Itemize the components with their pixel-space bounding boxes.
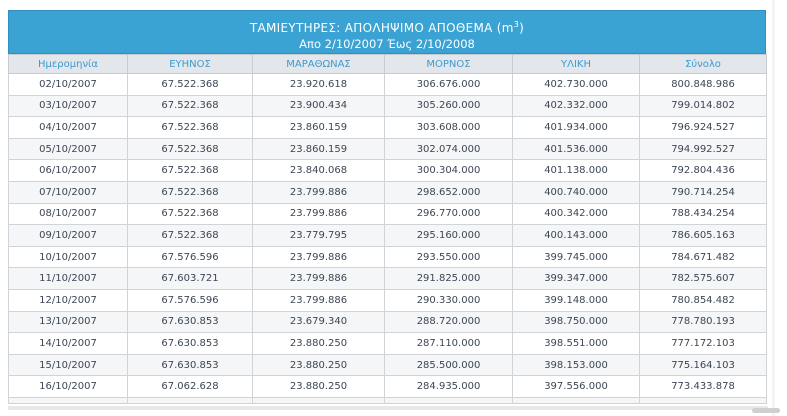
table-body — [9, 74, 767, 404]
table-row — [9, 289, 767, 311]
value-cell: 67.522.368 — [128, 181, 253, 203]
value-cell: 800.848.986 — [640, 74, 767, 96]
value-cell: 399.347.000 — [513, 268, 640, 290]
value-cell: 782.575.607 — [640, 268, 767, 290]
table-row — [9, 311, 767, 333]
value-cell: 23.799.886 — [253, 268, 385, 290]
table-row — [9, 181, 767, 203]
value-cell: 23.920.618 — [253, 74, 385, 96]
value-cell: 67.630.853 — [128, 311, 253, 333]
value-cell: 67.576.596 — [128, 289, 253, 311]
empty-cell — [513, 397, 640, 403]
value-cell: 775.164.103 — [640, 354, 767, 376]
vertical-scrollbar-track[interactable] — [772, 0, 775, 416]
value-cell: 23.880.250 — [253, 354, 385, 376]
date-cell: 06/10/2007 — [9, 160, 128, 182]
value-cell: 23.880.250 — [253, 333, 385, 355]
column-header: ΜΑΡΑΘΩΝΑΣ — [253, 55, 385, 74]
value-cell: 788.434.254 — [640, 203, 767, 225]
date-cell: 15/10/2007 — [9, 354, 128, 376]
table-row — [9, 117, 767, 139]
unit-exponent: 3 — [513, 20, 520, 29]
value-cell: 296.770.000 — [385, 203, 513, 225]
value-cell: 67.630.853 — [128, 354, 253, 376]
value-cell: 67.630.853 — [128, 333, 253, 355]
value-cell: 784.671.482 — [640, 246, 767, 268]
value-cell: 291.825.000 — [385, 268, 513, 290]
value-cell: 23.799.886 — [253, 181, 385, 203]
date-cell: 09/10/2007 — [9, 225, 128, 247]
title-close: ) — [519, 21, 525, 35]
value-cell: 780.854.482 — [640, 289, 767, 311]
value-cell: 302.074.000 — [385, 138, 513, 160]
date-cell: 16/10/2007 — [9, 376, 128, 398]
value-cell: 67.603.721 — [128, 268, 253, 290]
date-cell: 10/10/2007 — [9, 246, 128, 268]
value-cell: 23.779.795 — [253, 225, 385, 247]
value-cell: 399.745.000 — [513, 246, 640, 268]
table-row — [9, 138, 767, 160]
value-cell: 796.924.527 — [640, 117, 767, 139]
date-cell: 14/10/2007 — [9, 333, 128, 355]
date-cell: 05/10/2007 — [9, 138, 128, 160]
value-cell: 401.138.000 — [513, 160, 640, 182]
value-cell: 400.143.000 — [513, 225, 640, 247]
value-cell: 23.799.886 — [253, 289, 385, 311]
scrollbar-thumb[interactable] — [752, 408, 780, 413]
value-cell: 300.304.000 — [385, 160, 513, 182]
table-row — [9, 333, 767, 355]
value-cell: 293.550.000 — [385, 246, 513, 268]
column-header: Σύνολο — [640, 55, 767, 74]
title-text: ΤΑΜΙΕΥΤΗΡΕΣ: ΑΠΟΛΗΨΙΜΟ ΑΠΟΘΕΜΑ (m — [249, 21, 514, 35]
date-cell: 12/10/2007 — [9, 289, 128, 311]
table-row — [9, 354, 767, 376]
value-cell: 773.433.878 — [640, 376, 767, 398]
table-row-partial — [9, 397, 767, 403]
value-cell: 298.652.000 — [385, 181, 513, 203]
value-cell: 23.679.340 — [253, 311, 385, 333]
column-header: ΕΥΗΝΟΣ — [128, 55, 253, 74]
table-title — [9, 17, 765, 36]
value-cell: 786.605.163 — [640, 225, 767, 247]
reservoir-table-panel — [8, 10, 766, 404]
value-cell: 402.332.000 — [513, 95, 640, 117]
value-cell: 23.840.068 — [253, 160, 385, 182]
value-cell: 23.900.434 — [253, 95, 385, 117]
value-cell: 67.522.368 — [128, 225, 253, 247]
table-row — [9, 246, 767, 268]
value-cell: 67.522.368 — [128, 203, 253, 225]
value-cell: 23.860.159 — [253, 117, 385, 139]
value-cell: 23.799.886 — [253, 203, 385, 225]
empty-cell — [385, 397, 513, 403]
date-cell: 07/10/2007 — [9, 181, 128, 203]
column-header: ΥΛΙΚΗ — [513, 55, 640, 74]
value-cell: 288.720.000 — [385, 311, 513, 333]
value-cell: 305.260.000 — [385, 95, 513, 117]
value-cell: 777.172.103 — [640, 333, 767, 355]
value-cell: 398.551.000 — [513, 333, 640, 355]
value-cell: 67.522.368 — [128, 117, 253, 139]
value-cell: 790.714.254 — [640, 181, 767, 203]
value-cell: 23.799.886 — [253, 246, 385, 268]
value-cell: 398.153.000 — [513, 354, 640, 376]
table-row — [9, 268, 767, 290]
date-cell: 13/10/2007 — [9, 311, 128, 333]
header-row — [9, 55, 767, 74]
value-cell: 67.522.368 — [128, 138, 253, 160]
table-row — [9, 74, 767, 96]
value-cell: 398.750.000 — [513, 311, 640, 333]
table-row — [9, 95, 767, 117]
value-cell: 295.160.000 — [385, 225, 513, 247]
date-cell: 08/10/2007 — [9, 203, 128, 225]
table-row — [9, 225, 767, 247]
table-row — [9, 203, 767, 225]
date-cell: 02/10/2007 — [9, 74, 128, 96]
empty-cell — [128, 397, 253, 403]
value-cell: 67.522.368 — [128, 160, 253, 182]
value-cell: 306.676.000 — [385, 74, 513, 96]
value-cell: 397.556.000 — [513, 376, 640, 398]
value-cell: 402.730.000 — [513, 74, 640, 96]
value-cell: 399.148.000 — [513, 289, 640, 311]
value-cell: 67.576.596 — [128, 246, 253, 268]
value-cell: 287.110.000 — [385, 333, 513, 355]
value-cell: 778.780.193 — [640, 311, 767, 333]
value-cell: 792.804.436 — [640, 160, 767, 182]
table-title-bar — [8, 10, 766, 54]
value-cell: 67.522.368 — [128, 95, 253, 117]
value-cell: 401.536.000 — [513, 138, 640, 160]
table-subtitle: Απο 2/10/2007 Έως 2/10/2008 — [299, 37, 475, 51]
value-cell: 23.880.250 — [253, 376, 385, 398]
date-cell: 03/10/2007 — [9, 95, 128, 117]
empty-cell — [253, 397, 385, 403]
table-row — [9, 376, 767, 398]
date-cell: 04/10/2007 — [9, 117, 128, 139]
value-cell: 284.935.000 — [385, 376, 513, 398]
value-cell: 67.062.628 — [128, 376, 253, 398]
horizontal-scrollbar-track[interactable] — [8, 406, 768, 410]
column-header: ΜΟΡΝΟΣ — [385, 55, 513, 74]
date-cell: 11/10/2007 — [9, 268, 128, 290]
value-cell: 290.330.000 — [385, 289, 513, 311]
value-cell: 23.860.159 — [253, 138, 385, 160]
value-cell: 285.500.000 — [385, 354, 513, 376]
empty-cell — [640, 397, 767, 403]
reservoir-data-table — [8, 54, 767, 404]
column-header: Ημερομηνία — [9, 55, 128, 74]
value-cell: 400.342.000 — [513, 203, 640, 225]
value-cell: 303.608.000 — [385, 117, 513, 139]
value-cell: 401.934.000 — [513, 117, 640, 139]
value-cell: 400.740.000 — [513, 181, 640, 203]
value-cell: 794.992.527 — [640, 138, 767, 160]
empty-cell — [9, 397, 128, 403]
table-row — [9, 160, 767, 182]
value-cell: 799.014.802 — [640, 95, 767, 117]
value-cell: 67.522.368 — [128, 74, 253, 96]
